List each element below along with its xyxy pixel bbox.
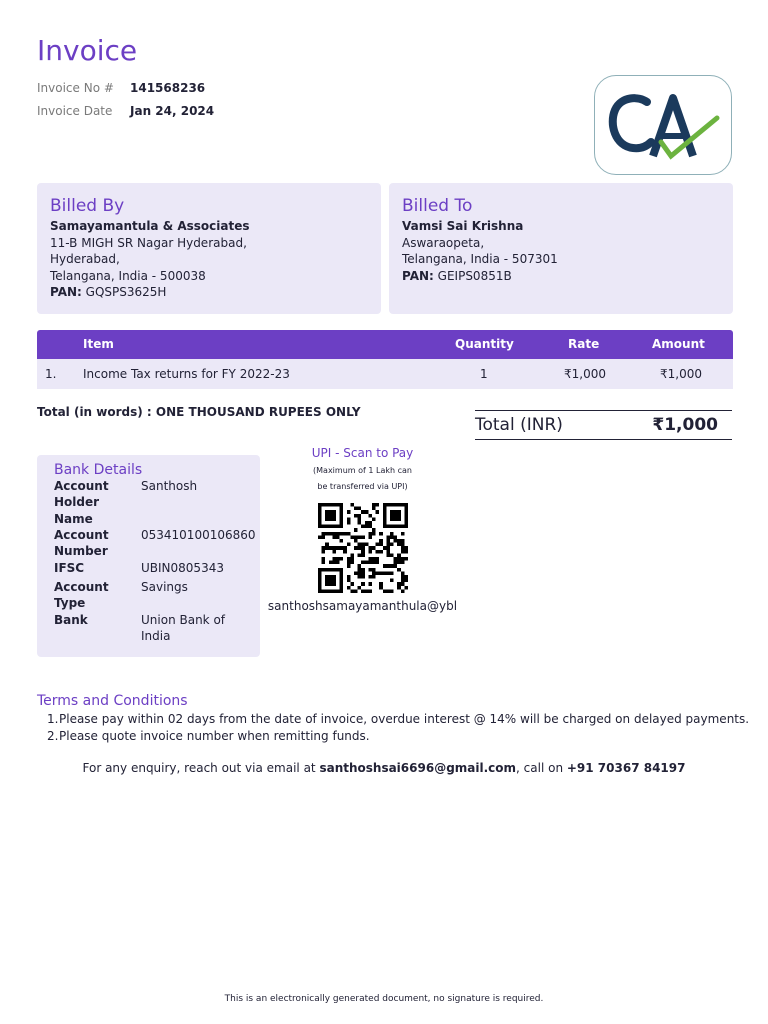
total-words-label: Total (in words) :: [37, 405, 152, 419]
header-item: Item: [83, 337, 114, 351]
upi-note-line: (Maximum of 1 Lakh can: [313, 466, 412, 475]
invoice-date-row: [37, 104, 214, 118]
enquiry-prefix: For any enquiry, reach out via email at: [82, 761, 320, 775]
header-amount: Amount: [652, 337, 705, 351]
enquiry-email[interactable]: santhoshsai6696@gmail.com: [319, 761, 517, 775]
total-label: Total (INR): [475, 415, 563, 435]
billed-by-pan-label: PAN:: [50, 285, 82, 299]
billed-to-card: [389, 183, 733, 314]
total-in-words: [37, 405, 361, 419]
enquiry-phone[interactable]: +91 70367 84197: [566, 761, 686, 775]
total-words-value: ONE THOUSAND RUPEES ONLY: [155, 405, 361, 419]
billed-to-pan-label: PAN:: [402, 268, 434, 283]
invoice-date-label: Invoice Date: [37, 104, 113, 118]
bank-row-value: UBIN0805343: [141, 561, 224, 575]
billed-to-address-line: Telangana, India - 507301: [402, 252, 558, 266]
header-rate: Rate: [568, 337, 600, 351]
upi-note-line: be transferred via UPI): [317, 482, 408, 491]
billed-by-address-line: Telangana, India - 500038: [50, 268, 206, 283]
bank-row-value: Santhosh: [141, 479, 198, 493]
upi-note: [270, 463, 455, 495]
billed-to-pan-value: GEIPS0851B: [437, 268, 512, 283]
billed-to-pan: [402, 268, 720, 285]
enquiry-line: [0, 761, 768, 775]
bank-row-value: 053410100106860: [141, 528, 256, 542]
bank-details-card: [37, 455, 260, 657]
bank-row-label: Account Holder Name: [54, 479, 109, 526]
bank-row-label: Account Type: [54, 580, 109, 611]
bank-row-label: IFSC: [54, 561, 85, 575]
billed-by-pan: [50, 284, 368, 301]
terms-list: [47, 711, 750, 745]
terms-item-text: Please quote invoice number when remitting funds.: [59, 729, 370, 743]
row-item: Income Tax returns for FY 2022-23: [83, 367, 290, 381]
company-logo: [594, 75, 732, 175]
billed-by-card: [37, 183, 381, 314]
invoice-number-value: 141568236: [130, 81, 206, 95]
billed-to-name: Vamsi Sai Krishna: [402, 219, 524, 233]
bank-row-value: Savings: [141, 580, 188, 594]
footer-note: This is an electronically generated document, no signature is required.: [224, 994, 544, 1004]
billed-by-pan-value: GQSPS3625H: [85, 285, 167, 299]
bank-row-value: Union Bank of India: [141, 613, 226, 644]
upi-id: santhoshsamayamanthula@ybl: [267, 599, 458, 613]
upi-title: UPI - Scan to Pay: [311, 446, 414, 460]
billed-by-title: Billed By: [50, 196, 125, 216]
total-summary: [475, 410, 732, 440]
invoice-date-value: Jan 24, 2024: [130, 104, 215, 118]
bank-details-title: Bank Details: [54, 462, 143, 478]
bank-row-label: Account Number: [54, 528, 109, 559]
billed-to-address-line: Aswaraopeta,: [402, 235, 485, 250]
billed-by-address-line: 11-B MIGH SR Nagar Hyderabad,: [50, 235, 247, 250]
billed-by-name: Samayamantula & Associates: [50, 219, 250, 233]
table-row: [37, 359, 733, 389]
row-quantity: 1: [480, 367, 488, 381]
ca-logo-icon: [595, 76, 731, 174]
billed-to-title: Billed To: [402, 196, 473, 216]
terms-item-text: Please pay within 02 days from the date of invoice, overdue interest @ 14% will be charged on delayed payments.: [59, 712, 750, 726]
invoice-number-label: Invoice No #: [37, 81, 114, 95]
bank-row-label: Bank: [54, 613, 88, 627]
row-amount: ₹1,000: [660, 367, 702, 381]
enquiry-middle: , call on: [516, 761, 567, 775]
row-index: 1.: [45, 367, 57, 381]
invoice-title: Invoice: [37, 34, 138, 67]
header-quantity: Quantity: [455, 337, 514, 351]
terms-item: 2. Please quote invoice number when remitting funds.: [47, 729, 370, 743]
invoice-number-row: [37, 81, 205, 95]
items-table-header: [37, 330, 733, 359]
row-rate: ₹1,000: [564, 367, 606, 381]
terms-item: 1. Please pay within 02 days from the date of invoice, overdue interest @ 14% will be charged on delayed payments.: [47, 712, 750, 726]
terms-title: Terms and Conditions: [37, 693, 188, 709]
upi-qr-code-icon: [316, 503, 410, 593]
billed-by-address-line: Hyderabad,: [50, 252, 120, 266]
total-value: ₹1,000: [652, 415, 718, 435]
